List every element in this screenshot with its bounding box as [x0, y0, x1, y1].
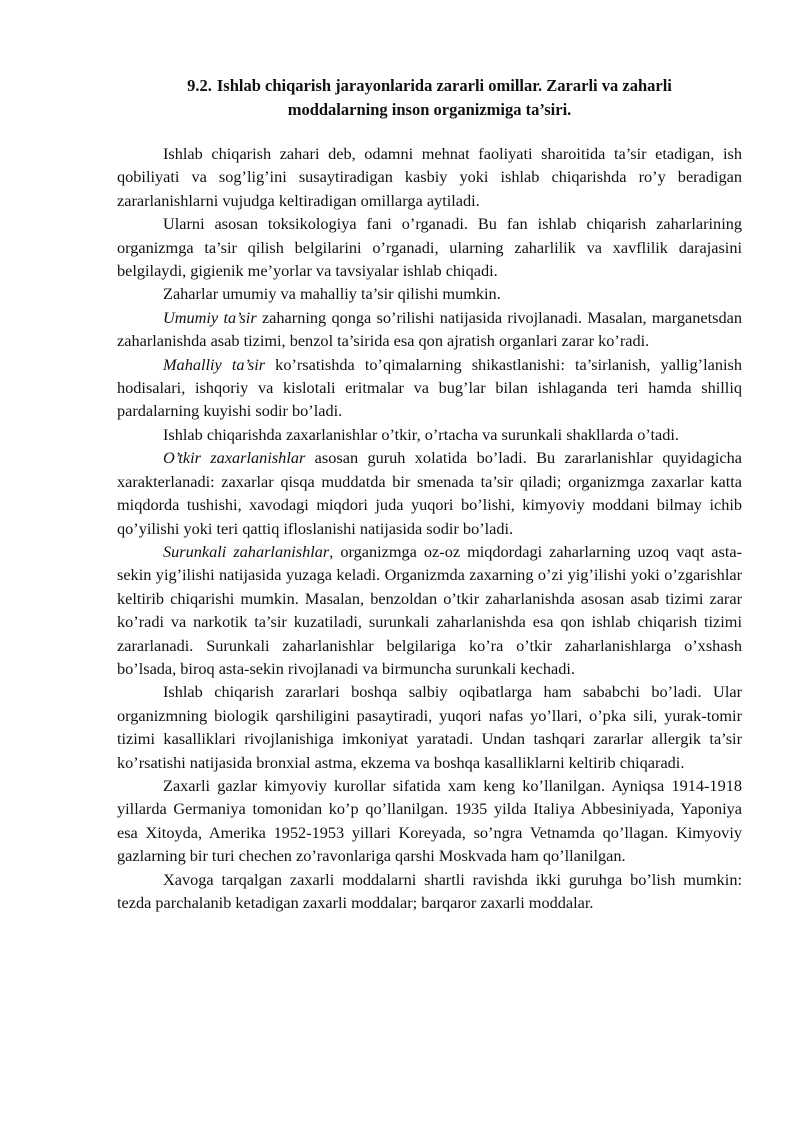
paragraph-text: Zaharlar umumiy va mahalliy ta’sir qilishi mumkin.	[163, 284, 501, 304]
paragraph-6	[117, 423, 742, 446]
heading-title-part-1: Ishlab chiqarish jarayonlarida zararli omillar. Zararli va zaharli	[216, 76, 672, 95]
paragraph-10	[117, 774, 742, 868]
paragraph-text: ko’rsatishda to’qimalarning shikastlanishi: ta’sirlanish, yallig’lanish hodisalari, ishqoriy va kislotali eritmalar va bug’lar bilan ishlaganda teri hamda shilliq pardalarning kuyishi sodir bo’ladi.	[117, 354, 742, 421]
paragraph-7	[117, 446, 742, 540]
section-heading	[117, 74, 742, 122]
paragraph-9	[117, 680, 742, 774]
paragraph-text: asosan guruh xolatida bo’ladi. Bu zararlanishlar quyidagicha xarakterlanadi: zaxarlar qisqa muddatda bir smenada ta’sir qiladi; organizmga zaxarlar katta miqdorda tushishi, xavodagi miqdori juda yuqori bo’lishi, kimyoviy moddani bilmay ichib qo’yilishi yoki teri qattiq ifloslanishi natijasida sodir bo’ladi.	[117, 448, 742, 538]
paragraph-2	[117, 212, 742, 282]
paragraph-text: zaharning qonga so’rilishi natijasida rivojlanadi. Masalan, marganetsdan zaharlanishda asab tizimi, benzol ta’sirida esa qon ajratish organlari zarar ko’radi.	[117, 307, 742, 351]
document-page	[117, 74, 742, 914]
paragraph-text: Ishlab chiqarish zahari deb, odamni mehnat faoliyati sharoitida ta’sir etadigan, ish qobiliyati va sog’lig’ini susaytiradigan kasbiy yoki ishlab chiqarishda ro’y beradigan zararlanishlarni vujudga keltiradigan omillarga aytiladi.	[117, 144, 742, 210]
paragraph-4	[117, 306, 742, 353]
paragraph-text: Zaxarli gazlar kimyoviy kurollar sifatida xam keng ko’llanilgan. Ayniqsa 1914-1918 yillarda Germaniya tomonidan ko’p qo’llanilgan. 1935 yilda Italiya Abbesiniyada, Yaponiya esa Xitoyda, Amerika 1952-1953 yillari Koreyada, so’ngra Vetnamda qo’llagan. Kimyoviy gazlarning bir turi chechen zo’ravonlariga qarshi Moskvada ham qo’llanilgan.	[117, 775, 742, 866]
heading-line-1	[117, 74, 742, 98]
paragraph-11	[117, 868, 742, 915]
paragraph-text: , organizmga oz-oz miqdordagi zaharlarning uzoq vaqt asta-sekin yig’ilishi natijasida yuzaga keladi. Organizmda zaxarning o’zi yig’ilishi yoki o’zgarishlar keltirib chiqarishi mumkin. Masalan, benzoldan o’tkir zaharlanishda asosan asab tizimi zarar ko’radi va narkotik ta’sir kuzatiladi, surunkali zaharlanishda esa qon ishlab chiqarish tizimi zararlanadi. Surunkali zaharlanishlar belgilariga ko’ra o’tkir zaharlanishlarga o’xshash bo’lsada, biroq asta-sekin rivojlanadi va birmuncha surunkali kechadi.	[117, 541, 742, 678]
italic-term: Umumiy ta’sir	[163, 307, 257, 327]
heading-title-part-2: moddalarning inson organizmiga ta’siri.	[287, 100, 572, 119]
italic-term: Mahalliy ta’sir	[163, 354, 266, 374]
italic-term: Surunkali zaharlanishlar	[163, 541, 330, 561]
section-number: 9.2.	[187, 76, 212, 95]
paragraph-text: Xavoga tarqalgan zaxarli moddalarni shartli ravishda ikki guruhga bo’lish mumkin: tezda parchalanib ketadigan zaxarli moddalar; barqaror zaxarli moddalar.	[117, 869, 742, 912]
paragraph-3	[117, 282, 742, 305]
paragraph-1	[117, 142, 742, 212]
italic-term: O’tkir zaxarlanishlar	[163, 448, 306, 468]
paragraph-5	[117, 353, 742, 423]
paragraph-text: Ishlab chiqarishda zaxarlanishlar o’tkir, o’rtacha va surunkali shakllarda o’tadi.	[163, 424, 679, 444]
paragraph-text: Ularni asosan toksikologiya fani o’rganadi. Bu fan ishlab chiqarish zaharlarining organizmga ta’sir qilish belgilarini o’rganadi, ularning zaharlilik va xavflilik darajasini belgilaydi, gigienik me’yorlar va tavsiyalar ishlab chiqadi.	[117, 214, 742, 281]
paragraph-text: Ishlab chiqarish zararlari boshqa salbiy oqibatlarga ham sababchi bo’ladi. Ular organizmning biologik qarshiligini pasaytiradi, yuqori nafas yo’llari, o’pka sili, yurak-tomir tizimi kasalliklari rivojlanishiga imkoniyat yaratadi. Undan tashqari zararlar allergik ta’sir ko’rsatishi natijasida bronxial astma, ekzema va boshqa kasalliklarni keltirib chiqaradi.	[117, 682, 742, 772]
paragraph-8	[117, 540, 742, 680]
